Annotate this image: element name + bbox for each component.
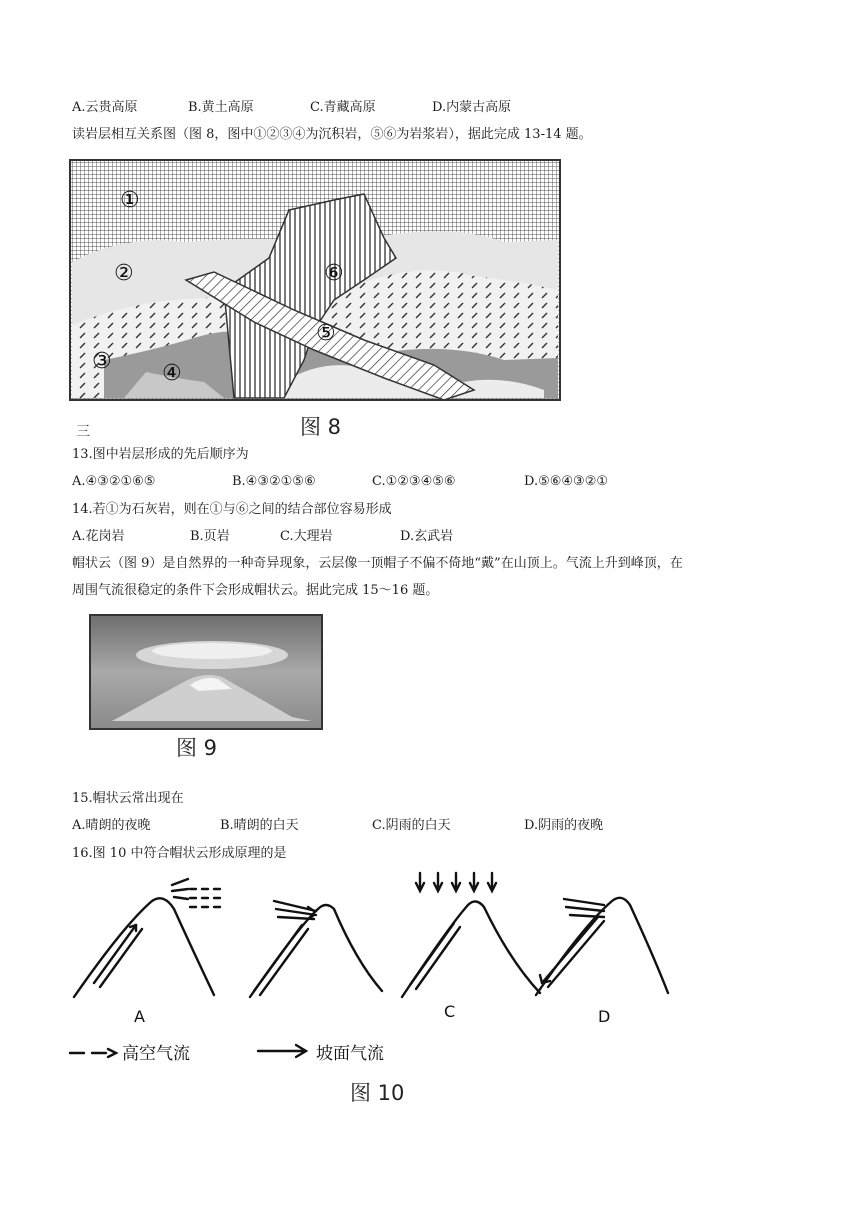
q14-option-c: C.大理岩 (280, 529, 333, 544)
fig8-label-6: ⑥ (324, 261, 344, 286)
q16-stem: 16.图 10 中符合帽状云形成原理的是 (72, 846, 287, 861)
figure-10 (64, 865, 784, 1110)
fig8-corner-text: 三 (76, 424, 90, 440)
q14-option-b: B.页岩 (190, 529, 230, 544)
q12-option-b: B.黄土高原 (188, 100, 254, 115)
fig8-label-2: ② (114, 261, 134, 286)
fig10-label-a: A (134, 1007, 145, 1026)
q13-option-c: C.①②③④⑤⑥ (372, 474, 456, 489)
mountain-b (250, 901, 382, 997)
fig10-label-c: C (444, 1002, 456, 1021)
fig8-label-4: ④ (162, 361, 182, 386)
fig8-label-1: ① (120, 188, 140, 213)
q13-option-d: D.⑤⑥④③②① (524, 474, 609, 489)
fig10-label-d: D (598, 1007, 611, 1026)
q15-option-d: D.阴雨的夜晚 (524, 818, 604, 833)
legend-high-air: 高空气流 (122, 1044, 190, 1064)
q12-option-c: C.青藏高原 (310, 100, 376, 115)
q15-option-b: B.晴朗的白天 (220, 818, 299, 833)
q13-option-b: B.④③②①⑤⑥ (232, 474, 316, 489)
intro-13-14: 读岩层相互关系图（图 8，图中①②③④为沉积岩，⑤⑥为岩浆岩），据此完成 13-14 题。 (72, 127, 592, 142)
intro-15-16-line1: 帽状云（图 9）是自然界的一种奇异现象，云层像一顶帽子不偏不倚地“戴”在山顶上。气流上升到峰顶，在 (72, 556, 683, 571)
q12-options (72, 99, 511, 117)
mountain-a (74, 879, 220, 997)
fig9-caption: 图 9 (176, 736, 218, 760)
q12-option-a: A.云贵高原 (72, 100, 138, 115)
fig8-caption: 图 8 (300, 415, 342, 439)
q15-stem: 15.帽状云常出现在 (72, 791, 184, 806)
q12-option-d: D.内蒙古高原 (432, 100, 512, 115)
figure-8 (64, 150, 584, 440)
intro-15-16-line2: 周围气流很稳定的条件下会形成帽状云。据此完成 15～16 题。 (72, 583, 439, 598)
fig8-label-5: ⑤ (316, 321, 336, 346)
q14-option-a: A.花岗岩 (72, 529, 125, 544)
figure-9 (72, 605, 342, 765)
fig10-caption: 图 10 (350, 1081, 405, 1105)
q13-stem: 13.图中岩层形成的先后顺序为 (72, 447, 249, 462)
q13-options (72, 473, 608, 491)
q13-option-a: A.④③②①⑥⑤ (72, 474, 156, 489)
legend-slope-air: 坡面气流 (316, 1044, 384, 1064)
q15-option-a: A.晴朗的夜晚 (72, 818, 151, 833)
q14-options (72, 528, 453, 546)
mountain-c (402, 873, 540, 997)
q15-options (72, 817, 603, 835)
q15-option-c: C.阴雨的白天 (372, 818, 451, 833)
fig8-label-3: ③ (92, 349, 112, 374)
q14-option-d: D.玄武岩 (400, 529, 454, 544)
mountain-d (536, 898, 668, 995)
q14-stem: 14.若①为石灰岩，则在①与⑥之间的结合部位容易形成 (72, 502, 392, 517)
